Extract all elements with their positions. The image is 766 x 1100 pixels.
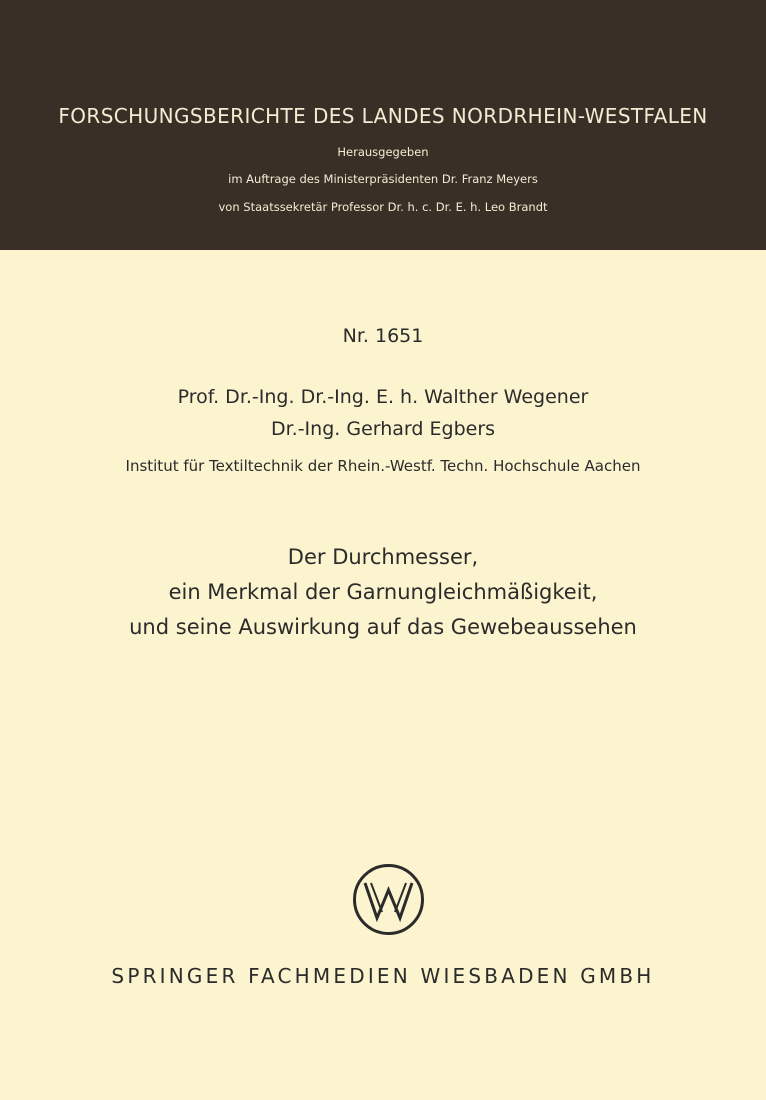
- issue-number: Nr. 1651: [342, 325, 424, 347]
- title-line-1: Der Durchmesser,: [287, 545, 479, 569]
- author-1: Prof. Dr.-Ing. Dr.-Ing. E. h. Walther Wegener: [177, 386, 589, 408]
- author-2: Dr.-Ing. Gerhard Egbers: [270, 418, 496, 440]
- editor-line-2: im Auftrage des Ministerpräsidenten Dr. Franz Meyers: [228, 172, 538, 186]
- publisher-name: SPRINGER FACHMEDIEN WIESBADEN GMBH: [111, 964, 655, 988]
- header-band: [0, 0, 766, 250]
- editor-line-3: von Staatssekretär Professor Dr. h. c. Dr. E. h. Leo Brandt: [218, 200, 548, 214]
- title-line-2: ein Merkmal der Garnungleichmäßigkeit,: [168, 580, 598, 604]
- series-title: FORSCHUNGSBERICHTE DES LANDES NORDRHEIN-WESTFALEN: [58, 104, 708, 128]
- editor-line-1: Herausgegeben: [337, 145, 429, 159]
- title-line-3: und seine Auswirkung auf das Gewebeaussehen: [129, 615, 637, 639]
- institute: Institut für Textiltechnik der Rhein.-Westf. Techn. Hochschule Aachen: [125, 457, 641, 475]
- publisher-logo-w-icon: [351, 862, 426, 937]
